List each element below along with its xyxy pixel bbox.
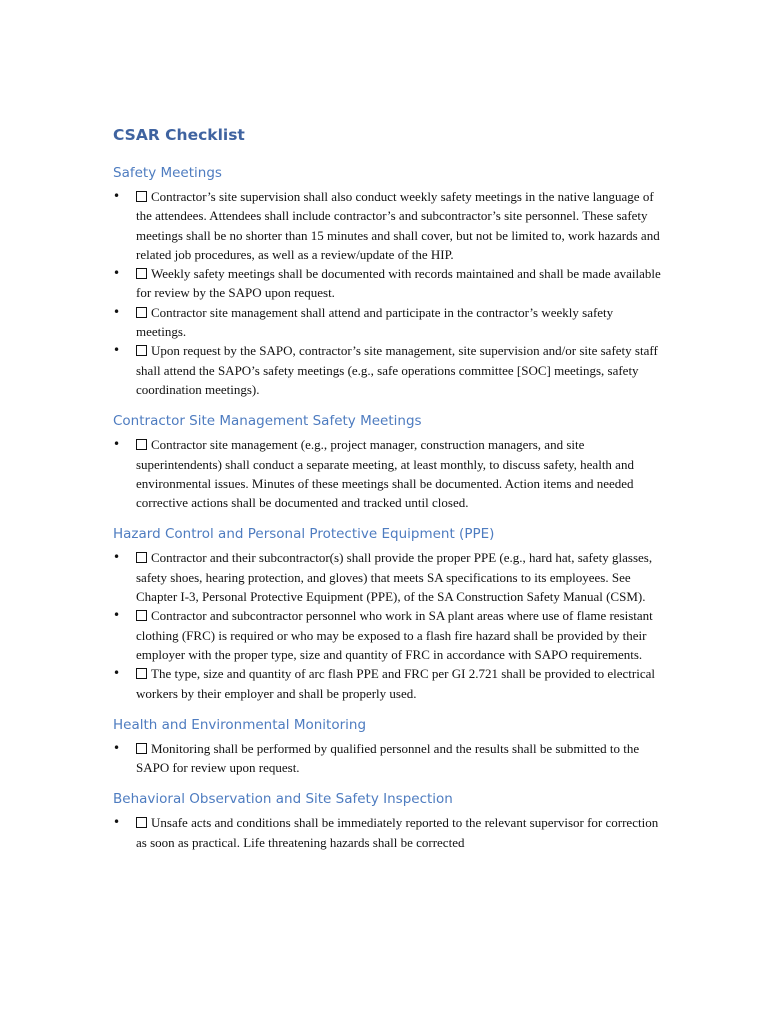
bullet-icon: • xyxy=(113,550,121,565)
checklist-item-text: Unsafe acts and conditions shall be immediately reported to the relevant supervisor for correction as soon as practical. Life threatening hazards shall be corrected xyxy=(136,815,659,850)
checklist xyxy=(113,739,661,778)
bullet-icon: • xyxy=(113,666,121,681)
checklist-item xyxy=(113,264,661,303)
checklist xyxy=(113,435,661,512)
checkbox-icon[interactable] xyxy=(136,345,147,356)
section-health-environmental-monitoring xyxy=(113,716,661,778)
checklist xyxy=(113,548,661,702)
checkbox-icon[interactable] xyxy=(136,610,147,621)
checkbox-icon[interactable] xyxy=(136,307,147,318)
section-heading: Behavioral Observation and Site Safety Inspection xyxy=(113,791,453,808)
checkbox-icon[interactable] xyxy=(136,817,147,828)
bullet-icon: • xyxy=(113,815,121,830)
checkbox-icon[interactable] xyxy=(136,552,147,563)
checklist-item xyxy=(113,548,661,606)
bullet-icon: • xyxy=(113,343,121,358)
checklist-item-text: Contractor and subcontractor personnel who work in SA plant areas where use of flame resistant clothing (FRC) is required or who may be exposed to a flash fire hazard shall be provided by their employer with the proper type, size and quantity of FRC in accordance with SAPO requirements. xyxy=(136,608,653,662)
checkbox-icon[interactable] xyxy=(136,439,147,450)
bullet-icon: • xyxy=(113,266,121,281)
checklist-item-text: Contractor site management shall attend and participate in the contractor’s weekly safety meetings. xyxy=(136,304,614,340)
document-title: CSAR Checklist xyxy=(113,126,245,144)
checklist-item-text: Upon request by the SAPO, contractor’s site management, site supervision and/or site safety staff shall attend the SAPO’s safety meetings (e.g., safe operations committee [SOC] meetings, safety coordination meetings). xyxy=(136,343,658,397)
checklist-item-text: Weekly safety meetings shall be documented with records maintained and shall be made available for review by the SAPO upon request. xyxy=(136,266,661,301)
section-heading: Hazard Control and Personal Protective Equipment (PPE) xyxy=(113,526,495,543)
checklist-item xyxy=(113,187,661,264)
checkbox-icon[interactable] xyxy=(136,743,147,754)
section-heading: Contractor Site Management Safety Meetings xyxy=(113,413,422,430)
section-heading: Safety Meetings xyxy=(113,165,222,181)
checklist-item xyxy=(113,739,661,778)
checklist xyxy=(113,187,661,399)
bullet-icon: • xyxy=(113,608,121,623)
checklist xyxy=(113,813,661,852)
section-behavioral-observation xyxy=(113,790,661,852)
checklist-item xyxy=(113,435,661,512)
checklist-item-text: Monitoring shall be performed by qualified personnel and the results shall be submitted to the SAPO for review upon request. xyxy=(136,740,640,776)
checklist-item-text: The type, size and quantity of arc flash PPE and FRC per GI 2.721 shall be provided to electrical workers by their employer and shall be properly used. xyxy=(136,666,655,701)
checklist-item xyxy=(113,664,661,703)
checklist-item-text: Contractor’s site supervision shall also conduct weekly safety meetings in the native language of the attendees. Attendees shall include contractor’s and subcontractor’s site personnel. These safety meetings shall be no shorter than 15 minutes and shall cover, but not be limited to, work hazards and related job procedures, as well as a review/update of the HIP. xyxy=(136,189,660,262)
section-contractor-site-management-safety-meetings xyxy=(113,412,661,512)
bullet-icon: • xyxy=(113,740,121,755)
checkbox-icon[interactable] xyxy=(136,268,147,279)
checklist-item xyxy=(113,303,661,342)
bullet-icon: • xyxy=(113,304,121,319)
document-content xyxy=(113,124,661,865)
checklist-item-text: Contractor site management (e.g., project manager, construction managers, and site superintendents) shall conduct a separate meeting, at least monthly, to discuss safety, health and environmental issues. Minutes of these meetings shall be documented. Action items and needed corrective actions shall be documented and tracked until closed. xyxy=(136,437,634,511)
section-heading: Health and Environmental Monitoring xyxy=(113,716,367,733)
checkbox-icon[interactable] xyxy=(136,191,147,202)
section-hazard-control-ppe xyxy=(113,525,661,702)
checklist-item xyxy=(113,813,661,852)
checklist-item-text: Contractor and their subcontractor(s) shall provide the proper PPE (e.g., hard hat, safety glasses, safety shoes, hearing protection, and gloves) that meets SA specifications to its employees. See Chapter I-3, Personal Protective Equipment (PPE), of the SA Construction Safety Manual (CSM). xyxy=(136,550,653,605)
bullet-icon: • xyxy=(113,189,121,203)
checklist-item xyxy=(113,341,661,399)
section-safety-meetings xyxy=(113,164,661,399)
checkbox-icon[interactable] xyxy=(136,668,147,679)
checklist-item xyxy=(113,606,661,664)
bullet-icon: • xyxy=(113,437,121,452)
